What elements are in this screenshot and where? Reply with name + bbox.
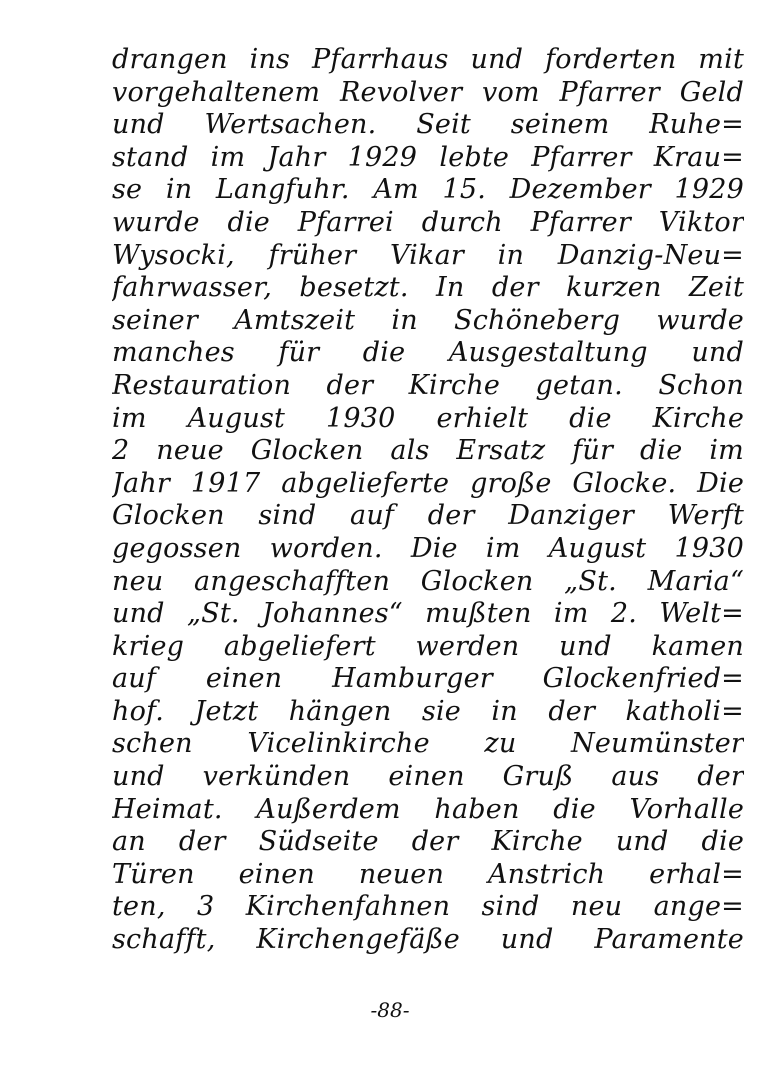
text-line: drangen ins Pfarrhaus und forderten mit (112, 44, 744, 75)
text-line: und verkünden einen Gruß aus der (112, 761, 744, 793)
text-line: vorgehaltenem Revolver vom Pfarrer Geld (112, 76, 744, 108)
text-line: schafft, Kirchengefäße und Paramente (112, 924, 744, 956)
handwritten-text-block (112, 44, 744, 957)
text-line: neu angeschafften Glocken „St. Maria“ (112, 565, 744, 597)
text-line: und Wertsachen. Seit seinem Ruhe= (112, 109, 744, 141)
text-line: krieg abgeliefert werden und kamen (112, 630, 744, 662)
page-number: -88- (370, 998, 410, 1022)
text-line: Restauration der Kirche getan. Schon (112, 369, 744, 401)
text-line: schen Vicelinkirche zu Neumünster (112, 728, 744, 760)
text-line: ten, 3 Kirchenfahnen sind neu ange= (112, 891, 744, 923)
text-line: auf einen Hamburger Glockenfried= (112, 663, 744, 695)
text-line: im August 1930 erhielt die Kirche (112, 402, 744, 434)
text-line: se in Langfuhr. Am 15. Dezember 1929 (112, 174, 744, 206)
text-line: manches für die Ausgestaltung und (112, 337, 744, 369)
text-line: Glocken sind auf der Danziger Werft (112, 500, 744, 532)
text-line: hof. Jetzt hängen sie in der katholi= (112, 695, 744, 727)
text-line: Türen einen neuen Anstrich erhal= (112, 858, 744, 890)
text-line: Heimat. Außerdem haben die Vorhalle (112, 793, 744, 825)
text-line: stand im Jahr 1929 lebte Pfarrer Krau= (112, 141, 744, 173)
text-line: seiner Amtszeit in Schöneberg wurde (112, 304, 744, 336)
text-line: Wysocki, früher Vikar in Danzig-Neu= (112, 239, 744, 271)
text-line: 2 neue Glocken als Ersatz für die im (112, 435, 744, 467)
text-line: an der Südseite der Kirche und die (112, 826, 744, 858)
text-line: wurde die Pfarrei durch Pfarrer Viktor (112, 206, 744, 238)
text-line: und „St. Johannes“ mußten im 2. Welt= (112, 598, 744, 630)
text-line: gegossen worden. Die im August 1930 (112, 532, 744, 564)
text-line: fahrwasser, besetzt. In der kurzen Zeit (112, 272, 744, 304)
text-line: Jahr 1917 abgelieferte große Glocke. Die (112, 467, 744, 499)
